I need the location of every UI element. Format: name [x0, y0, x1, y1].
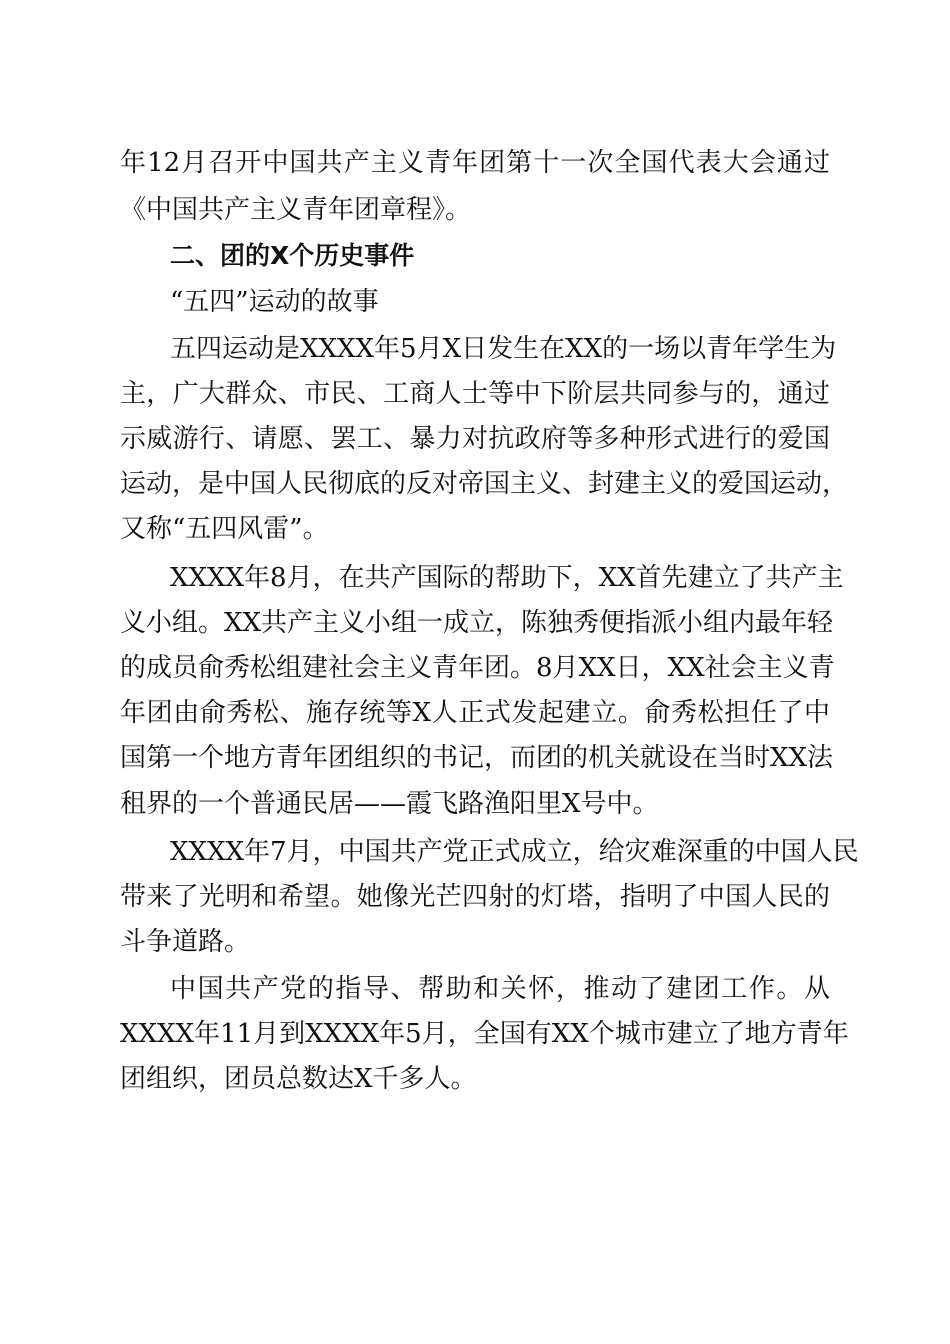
paragraph-line: 义小组。XX共产主义小组一成立，陈独秀便指派小组内最年轻	[120, 608, 834, 638]
paragraph-line: 主，广大群众、市民、工商人士等中下阶层共同参与的，通过	[120, 379, 830, 409]
paragraph-line: 《中国共产主义青年团章程》。	[120, 195, 472, 225]
paragraph-line: 的成员俞秀松组建社会主义青年团。8月XX日，XX社会主义青	[120, 653, 835, 683]
subsection-title: “五四”运动的故事	[170, 287, 379, 317]
paragraph-line: 斗争道路。	[120, 927, 251, 957]
paragraph-line: 年12月召开中国共产主义青年团第十一次全国代表大会通过	[120, 148, 830, 178]
paragraph-line: 五四运动是XXXX年5月X日发生在XX的一场以青年学生为	[170, 334, 837, 364]
paragraph-line: 带来了光明和希望。她像光芒四射的灯塔，指明了中国人民的	[120, 882, 830, 912]
section-heading: 二、团的X个历史事件	[170, 241, 415, 270]
paragraph-line: 国第一个地方青年团组织的书记，而团的机关就设在当时XX法	[120, 743, 834, 773]
paragraph-line: 租界的一个普通民居——霞飞路渔阳里X号中。	[120, 789, 659, 819]
paragraph-line: 团组织，团员总数达X千多人。	[120, 1064, 477, 1094]
paragraph-line: 运动，是中国人民彻底的反对帝国主义、封建主义的爱国运动，	[120, 469, 849, 499]
paragraph-line: XXXX年7月，中国共产党正式成立，给灾难深重的中国人民	[170, 837, 859, 867]
paragraph-line: 中国共产党的指导、帮助和关怀，推动了建团工作。从	[170, 974, 830, 1004]
paragraph-line: 又称“五四风雷”。	[120, 514, 329, 544]
paragraph-line: XXXX年8月，在共产国际的帮助下，XX首先建立了共产主	[170, 563, 844, 593]
paragraph-line: XXXX年11月到XXXX年5月，全国有XX个城市建立了地方青年	[120, 1019, 849, 1049]
paragraph-line: 示威游行、请愿、罢工、暴力对抗政府等多种形式进行的爱国	[120, 424, 830, 454]
paragraph-line: 年团由俞秀松、施存统等X人正式发起建立。俞秀松担任了中	[120, 698, 830, 728]
